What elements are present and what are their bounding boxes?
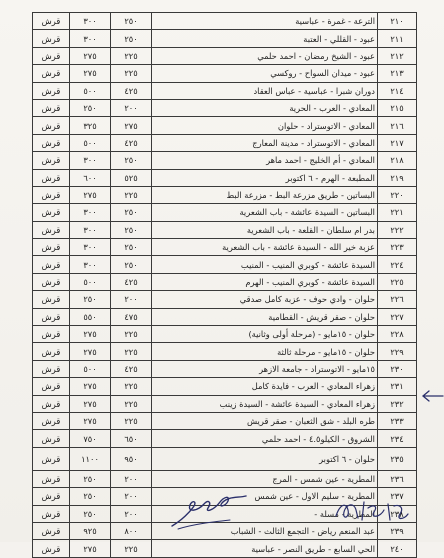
fare-old-cell: ٤٧٥ [111,308,152,325]
table-row [33,169,417,186]
fare-new-cell: ٣٠٠ [70,204,111,221]
route-cell: حلوان - ١٥مايو - (مرحلة أولى وثانية) [152,326,378,343]
table-row [33,82,417,99]
table-row [33,447,417,470]
fare-old-cell: ٤٢٥ [111,273,152,290]
line-number-cell: ٢٣١ [378,378,417,395]
table-row [33,430,417,447]
table-row [33,273,417,290]
table-row [33,256,417,273]
table-row [33,134,417,151]
unit-cell: قرش [33,221,70,238]
unit-cell: قرش [33,134,70,151]
line-number-cell: ٢١٣ [378,65,417,82]
fare-old-cell: ٢٠٠ [111,99,152,116]
table-row [33,47,417,64]
fare-new-cell: ٢٥٠ [70,99,111,116]
line-number-cell: ٢١٥ [378,99,417,116]
table-row [33,99,417,116]
fare-new-cell: ٣٠٠ [70,30,111,47]
line-number-cell: ٢٢١ [378,204,417,221]
route-cell: المطرية - سليم الاول - عين شمس [152,488,378,505]
unit-cell: قرش [33,82,70,99]
table-row [33,395,417,412]
route-cell: عبود - ميدان السواح - روكسي [152,65,378,82]
unit-cell: قرش [33,505,70,522]
route-cell: البساتين - السيدة عائشة - باب الشعرية [152,204,378,221]
fare-new-cell: ٥٠٠ [70,134,111,151]
table-row [33,65,417,82]
fare-new-cell: ٣٠٠ [70,152,111,169]
fare-old-cell: ٢٢٥ [111,47,152,64]
fare-old-cell: ٢٥٠ [111,30,152,47]
handwritten-initials [330,494,410,528]
fare-old-cell: ٢٠٠ [111,488,152,505]
line-number-cell: ٢١٦ [378,117,417,134]
table-row [33,412,417,429]
line-number-cell: ٢٢٧ [378,308,417,325]
line-number-cell: ٢٢٩ [378,343,417,360]
fare-old-cell: ٢٥٠ [111,13,152,30]
route-cell: دوران شبرا - عباسية - عباس العقاد [152,82,378,99]
route-cell: المطبعة - الهرم - ٦ اكتوبر [152,169,378,186]
fare-new-cell: ٣٠٠ [70,256,111,273]
table-row [33,343,417,360]
table-row [33,540,417,557]
fare-new-cell: ٢٥٠ [70,505,111,522]
fare-new-cell: ٦٠٠ [70,169,111,186]
table-row [33,186,417,203]
fare-new-cell: ٢٧٥ [70,186,111,203]
table-row [33,13,417,30]
route-cell: عبود - الشيخ رمضان - احمد حلمي [152,47,378,64]
fare-old-cell: ٤٢٥ [111,82,152,99]
table-row [33,221,417,238]
unit-cell: قرش [33,239,70,256]
fare-old-cell: ٤٢٥ [111,360,152,377]
fare-new-cell: ٥٥٠ [70,308,111,325]
unit-cell: قرش [33,186,70,203]
fare-old-cell: ٢٢٥ [111,326,152,343]
fare-new-cell: ٢٧٥ [70,395,111,412]
line-number-cell: ٢٣٧ [378,488,417,505]
unit-cell: قرش [33,256,70,273]
fare-new-cell: ٢٧٥ [70,65,111,82]
unit-cell: قرش [33,343,70,360]
route-cell: المعادي - العرب - الحرية [152,99,378,116]
unit-cell: قرش [33,360,70,377]
line-number-cell: ٢٢٢ [378,221,417,238]
fare-old-cell: ٢٢٥ [111,378,152,395]
route-cell: السيدة عائشة - كوبري المنيب - المنيب [152,256,378,273]
table-row [33,152,417,169]
fare-old-cell: ٢٠٠ [111,505,152,522]
fare-new-cell: ٢٧٥ [70,412,111,429]
route-cell: زهراء المعادي - العرب - فايدة كامل [152,378,378,395]
line-number-cell: ٢٢٠ [378,186,417,203]
fare-old-cell: ٢٥٠ [111,256,152,273]
unit-cell: قرش [33,47,70,64]
route-cell: الشروق - الكيلو٤.٥ - احمد حلمي [152,430,378,447]
unit-cell: قرش [33,470,70,487]
fare-old-cell: ٢٠٠ [111,470,152,487]
line-number-cell: ٢١٠ [378,13,417,30]
table-row [33,30,417,47]
line-number-cell: ٢١٤ [378,82,417,99]
line-number-cell: ٢٢٦ [378,291,417,308]
route-cell: زهراء المعادي - السيدة عائشة - السيدة زينب [152,395,378,412]
line-number-cell: ٢١٨ [378,152,417,169]
fare-old-cell: ٢٢٥ [111,186,152,203]
fare-new-cell: ٩٢٥ [70,522,111,539]
fare-new-cell: ٢٧٥ [70,343,111,360]
line-number-cell: ٢١٧ [378,134,417,151]
unit-cell: قرش [33,291,70,308]
fare-old-cell: ٢٧٥ [111,117,152,134]
route-cell: عبد المنعم رياض - التجمع الثالث - الشباب [152,522,378,539]
fare-new-cell: ٢٧٥ [70,378,111,395]
fare-new-cell: ٢٥٠ [70,488,111,505]
unit-cell: قرش [33,30,70,47]
unit-cell: قرش [33,540,70,557]
fare-old-cell: ٩٥٠ [111,447,152,470]
fare-new-cell: ٧٥٠ [70,430,111,447]
table-row [33,239,417,256]
route-cell: المعادي - أم الخليج - احمد ماهر [152,152,378,169]
fare-new-cell: ٥٠٠ [70,82,111,99]
table-row [33,360,417,377]
route-cell: السيدة عائشة - كوبري المنيب - الهرم [152,273,378,290]
fare-new-cell: ٣٠٠ [70,221,111,238]
fare-new-cell: ٣٢٥ [70,117,111,134]
unit-cell: قرش [33,447,70,470]
unit-cell: قرش [33,488,70,505]
line-number-cell: ٢٢٨ [378,326,417,343]
fare-new-cell: ٥٠٠ [70,360,111,377]
handwritten-signature [168,486,250,532]
fare-old-cell: ٦٥٠ [111,430,152,447]
unit-cell: قرش [33,65,70,82]
fare-new-cell: ٢٥٠ [70,291,111,308]
line-number-cell: ٢٣٦ [378,470,417,487]
line-number-cell: ٢٣٠ [378,360,417,377]
fare-table [32,12,417,558]
unit-cell: قرش [33,99,70,116]
route-cell: المطرية - مسلة - [152,505,378,522]
fare-old-cell: ٢٥٠ [111,152,152,169]
route-cell: طره البلد - شق الثعبان - صقر قريش [152,412,378,429]
fare-old-cell: ٢٠٠ [111,291,152,308]
route-cell: الترعة - غمرة - عباسية [152,13,378,30]
fare-old-cell: ٢٥٠ [111,239,152,256]
fare-old-cell: ٢٥٠ [111,204,152,221]
route-cell: حلوان - وادي حوف - عزبة كامل صدقي [152,291,378,308]
fare-new-cell: ٥٠٠ [70,273,111,290]
fare-new-cell: ٣٠٠ [70,13,111,30]
table-row [33,326,417,343]
line-number-cell: ٢١١ [378,30,417,47]
fare-old-cell: ٨٠٠ [111,522,152,539]
unit-cell: قرش [33,326,70,343]
table-row [33,117,417,134]
route-cell: بدر ام سلطان - القلعة - باب الشعرية [152,221,378,238]
fare-old-cell: ٢٥٠ [111,221,152,238]
unit-cell: قرش [33,169,70,186]
fare-new-cell: ٢٧٥ [70,540,111,557]
line-number-cell: ٢٢٤ [378,256,417,273]
unit-cell: قرش [33,117,70,134]
route-cell: المعادي - الاتوستراد - حلوان [152,117,378,134]
line-number-cell: ٢٣٢ [378,395,417,412]
route-cell: ١٥مايو - الاتوستراد - جامعة الازهر [152,360,378,377]
table-row [33,291,417,308]
unit-cell: قرش [33,273,70,290]
route-cell: عزبة خير الله - السيدة عائشة - باب الشعرية [152,239,378,256]
route-cell: المعادي - الاتوستراد - مدينة المعارج [152,134,378,151]
line-number-cell: ٢١٩ [378,169,417,186]
unit-cell: قرش [33,522,70,539]
fare-old-cell: ٤٢٥ [111,134,152,151]
route-cell: المطرية - عين شمس - المرج [152,470,378,487]
fare-new-cell: ١١٠٠ [70,447,111,470]
unit-cell: قرش [33,378,70,395]
unit-cell: قرش [33,204,70,221]
unit-cell: قرش [33,152,70,169]
fare-old-cell: ٢٢٥ [111,395,152,412]
route-cell: البساتين - طريق مزرعة البط - مزرعة البط [152,186,378,203]
fare-new-cell: ٢٧٥ [70,47,111,64]
fare-new-cell: ٣٠٠ [70,239,111,256]
route-cell: حلوان - صقر قريش - القطامية [152,308,378,325]
unit-cell: قرش [33,13,70,30]
fare-old-cell: ٢٢٥ [111,412,152,429]
line-number-cell: ٢٤٠ [378,540,417,557]
line-number-cell: ٢٣٤ [378,430,417,447]
fare-old-cell: ٢٢٥ [111,343,152,360]
line-number-cell: ٢٣٥ [378,447,417,470]
unit-cell: قرش [33,412,70,429]
route-cell: الحي السابع - طريق النصر - عباسية [152,540,378,557]
line-number-cell: ٢٢٣ [378,239,417,256]
fare-table-body [33,13,417,558]
line-number-cell: ٢٣٨ [378,505,417,522]
table-row [33,378,417,395]
table-row [33,308,417,325]
line-number-cell: ٢١٢ [378,47,417,64]
unit-cell: قرش [33,395,70,412]
fare-old-cell: ٢٢٥ [111,540,152,557]
line-number-cell: ٢٣٩ [378,522,417,539]
arrow-left-icon [420,389,444,403]
route-cell: حلوان - ٦ اكتوبر [152,447,378,470]
table-row [33,204,417,221]
fare-old-cell: ٢٢٥ [111,65,152,82]
route-cell: عبود - القللي - العتبة [152,30,378,47]
route-cell: حلوان - ١٥مايو - مرحلة ثالثة [152,343,378,360]
line-number-cell: ٢٢٥ [378,273,417,290]
fare-old-cell: ٥٢٥ [111,169,152,186]
unit-cell: قرش [33,430,70,447]
line-number-cell: ٢٣٣ [378,412,417,429]
fare-new-cell: ٢٧٥ [70,326,111,343]
unit-cell: قرش [33,308,70,325]
fare-new-cell: ٢٥٠ [70,470,111,487]
